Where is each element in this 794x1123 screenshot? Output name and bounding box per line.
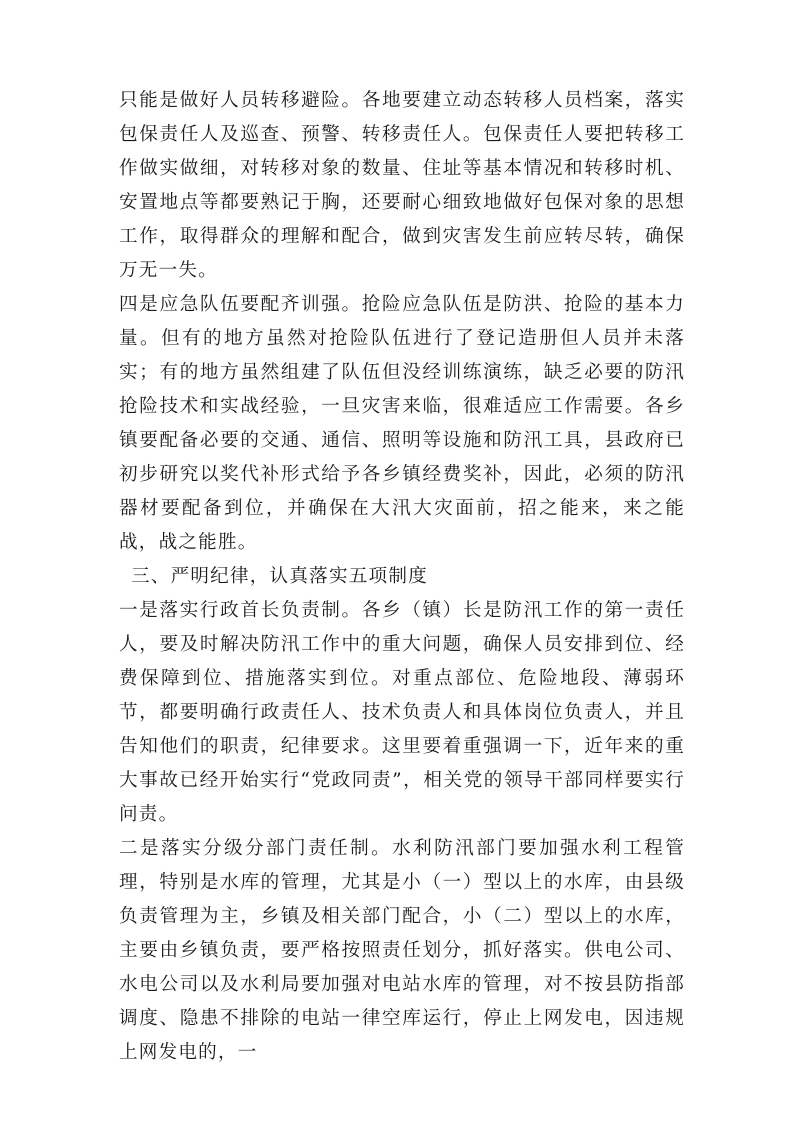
paragraph-evacuation: 只能是做好人员转移避险。各地要建立动态转移人员档案，落实包保责任人及巡查、预警、转移责任人。包保责任人要把转移工作做实做细，对转移对象的数量、住址等基本情况和转移时机、安置地点等都要熟记于胸，还要耐心细致地做好包保对象的思想工作，取得群众的理解和配合，做到灾害发生前应转尽转，确保万无一失。 <box>119 90 685 281</box>
document-body <box>119 84 685 1070</box>
paragraph-department-responsibility: 二是落实分级分部门责任制。水利防汛部门要加强水利工程管理，特别是水库的管理，尤其是小（一）型以上的水库，由县级负责管理为主，乡镇及相关部门配合，小（二）型以上的水库，主要由乡镇负责，要严格按照责任划分，抓好落实。供电公司、水电公司以及水利局要加强对电站水库的管理，对不按县防指部调度、隐患不排除的电站一律空库运行，停止上网发电，因违规上网发电的，一 <box>119 838 685 1063</box>
paragraph-executive-responsibility: 一是落实行政首长负责制。各乡（镇）长是防汛工作的第一责任人，要及时解决防汛工作中的重大问题，确保人员安排到位、经费保障到位、措施落实到位。对重点部位、危险地段、薄弱环节，都要明确行政责任人、技术负责人和具体岗位负责人，并且告知他们的职责，纪律要求。这里要着重强调一下，近年来的重大事故已经开始实行“党政同责”，相关党的领导干部同样要实行问责。 <box>119 600 685 825</box>
section-heading: 三、严明纪律，认真落实五项制度 <box>131 566 428 587</box>
paragraph-emergency-team: 四是应急队伍要配齐训强。抢险应急队伍是防洪、抢险的基本力量。但有的地方虽然对抢险队伍进行了登记造册但人员并未落实；有的地方虽然组建了队伍但没经训练演练，缺乏必要的防汛抢险技术和实战经验，一旦灾害来临，很难适应工作需要。各乡镇要配备必要的交通、通信、照明等设施和防汛工具，县政府已初步研究以奖代补形式给予各乡镇经费奖补，因此，必须的防汛器材要配备到位，并确保在大汛大灾面前，招之能来，来之能战，战之能胜。 <box>119 294 685 553</box>
